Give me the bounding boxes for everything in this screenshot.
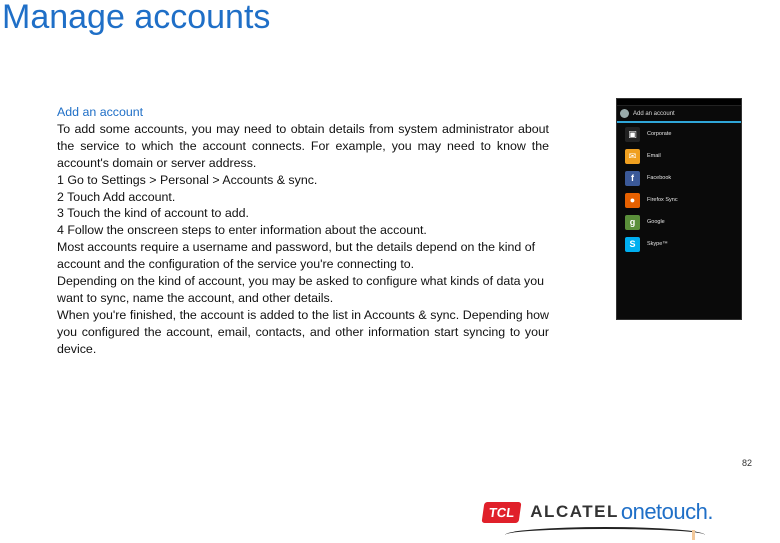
account-type-item[interactable]: [617, 167, 741, 189]
account-type-item[interactable]: [617, 211, 741, 233]
account-type-item[interactable]: [617, 233, 741, 255]
phone-screenshot: [616, 98, 742, 320]
page-title: Manage accounts: [2, 0, 271, 36]
step-4: 4 Follow the onscreen steps to enter information about the account.: [57, 223, 427, 238]
paragraph-intro: To add some accounts, you may need to obtain details from system administrator about the service to which the account connects. For example, you may need to know the account's domain or server address.: [57, 121, 549, 170]
paragraph-credentials: Most accounts require a username and password, but the details depend on the kind of account and the configuration of the service you're connecting to.: [57, 240, 536, 272]
decorative-mark: [692, 530, 695, 540]
corporate-icon: ▣: [625, 127, 640, 142]
account-type-label: Corporate: [647, 131, 672, 137]
paragraph-configure: Depending on the kind of account, you may be asked to configure what kinds of data you want to sync, name the account, and other details.: [57, 274, 544, 305]
logo-swoosh: [505, 527, 705, 543]
section-heading: Add an account: [57, 105, 144, 119]
account-type-item[interactable]: [617, 189, 741, 211]
phone-screen-title: Add an account: [633, 110, 675, 117]
firefox-icon: ●: [625, 193, 640, 208]
tcl-logo: TCL: [482, 502, 522, 523]
account-type-label: Facebook: [647, 175, 672, 181]
account-type-label: Skype™: [647, 241, 668, 247]
account-type-label: Firefox Sync: [647, 197, 678, 203]
phone-action-bar: [617, 106, 741, 123]
body-text: [57, 104, 549, 358]
account-type-label: Google: [647, 219, 665, 225]
account-type-item[interactable]: [617, 145, 741, 167]
settings-icon: [620, 109, 629, 118]
account-type-label: Email: [647, 153, 661, 159]
step-3: 3 Touch the kind of account to add.: [57, 206, 249, 221]
account-type-list: [617, 123, 741, 255]
step-2: 2 Touch Add account.: [57, 189, 176, 204]
facebook-icon: f: [625, 171, 640, 186]
paragraph-finished: When you're finished, the account is added to the list in Accounts & sync. Depending how you configured the account, email, contacts, and other information start syncing to your device.: [57, 307, 549, 356]
onetouch-wordmark: onetouch.: [620, 499, 713, 524]
brand-logo: [483, 497, 713, 527]
page-number: 82: [742, 458, 753, 468]
step-1: 1 Go to Settings > Personal > Accounts & sync.: [57, 172, 318, 187]
phone-status-bar: [617, 99, 741, 106]
google-icon: g: [625, 215, 640, 230]
alcatel-wordmark: ALCATEL: [530, 502, 619, 521]
skype-icon: S: [625, 237, 640, 252]
account-type-item[interactable]: [617, 123, 741, 145]
email-icon: ✉: [625, 149, 640, 164]
